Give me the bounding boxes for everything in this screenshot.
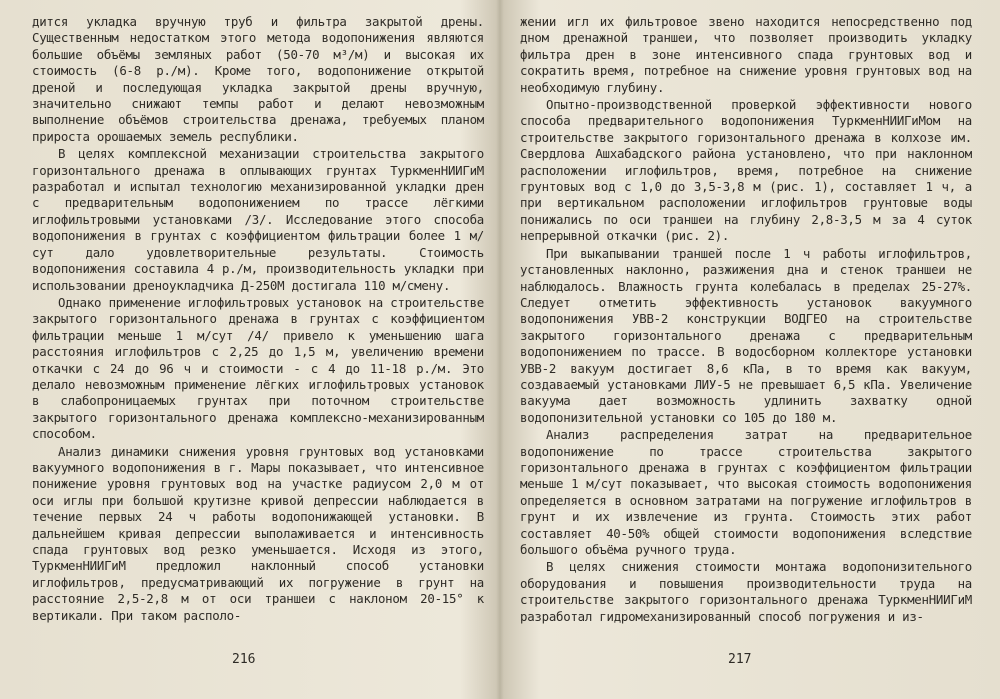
right-paragraph-3: При выкапывании траншей после 1 ч работы иглофильтров, установленных наклонно, разжижения дна и стенок траншеи не наблюдалось. Влажность грунта колебалась в пределах 25-27%. Следует отметить эффективность установок вакуумного водопонижения УВВ-2 конструкции ВОДГЕО на строительстве закрытого горизонтального дренажа с предварительным водопонижением по трассе. В водосборном коллекторе установки УВВ-2 вакуум достигает 8,6 кПа, в то время как вакуум, создаваемый установками ЛИУ-5 не превышает 6,5 кПа. Увеличение вакуума дает возможность удлинить захватку одной водопонизительной установки со 105 до 180 м.: [520, 245, 972, 425]
right-paragraph-2: Опытно-производственной проверкой эффективности нового способа предварительного водопонижения ТуркменНИИГиМом на строительстве закрытого горизонтального дренажа в колхозе им. Свердлова Ашхабадского района установлено, что при наклонном расположении иглофильтров, время, потребное на снижение грунтовых вод с 1,0 до 3,5-3,8 м (рис. 1), составляет 1 ч, а при вертикальном расположении иглофильтров грунтовые воды понижались по оси траншеи на глубину 2,8-3,5 м за 4 суток непрерывной откачки (рис. 2).: [520, 97, 972, 244]
left-paragraph-2: В целях комплексной механизации строительства закрытого горизонтального дренажа в оплывающих грунтах ТуркменНИИГиМ разработал и испытал технологию механизированной укладки дрен с предварительным водопонижением по трассе лёгкими иглофильтровыми установками /3/. Исследование этого способа водопонижения в грунтах с коэффициентом фильтрации более 1 м/сут дало удовлетворительные результаты. Стоимость водопонижения составила 4 р./м, производительность укладки при использовании дреноукладчика Д-250М достигала 110 м/смену.: [32, 146, 484, 293]
left-page: [32, 14, 484, 654]
left-paragraph-1: дится укладка вручную труб и фильтра закрытой дрены. Существенным недостатком этого метода водопонижения являются большие объёмы земляных работ (50-70 м³/м) и высокая их стоимость (6-8 р./м). Кроме того, водопонижение открытой дреной и последующая укладка закрытой дрены вручную, значительно снижают темпы работ и делают невозможным выполнение объёмов строительства дренажа, требуемых планом прироста орошаемых земель республики.: [32, 14, 484, 144]
left-page-number: 216: [232, 652, 256, 667]
right-paragraph-4: Анализ распределения затрат на предварительное водопонижение по трассе строительства закрытого горизонтального дренажа в грунтах с коэффициентом фильтрации меньше 1 м/сут показывает, что высокая стоимость водопонижения определяется в основном затратами на погружение иглофильтров в грунт и их извлечение из грунта. Стоимость этих работ составляет 40-50% общей стоимости водопонижения вследствие большого объёма ручного труда.: [520, 427, 972, 557]
left-paragraph-3: Однако применение иглофильтровых установок на строительстве закрытого горизонтального дренажа в грунтах с коэффициентом фильтрации меньше 1 м/сут /4/ привело к уменьшению шага расстояния иглофильтров с 2,25 до 1,5 м, увеличению времени откачки с 24 до 96 ч и стоимости - с 4 до 11-18 р./м. Это делало невозможным применение лёгких иглофильтровых установок в слабопроницаемых грунтах при поточном строительстве закрытого горизонтального дренажа комплексно-механизированным способом.: [32, 294, 484, 442]
right-page-number: 217: [728, 652, 752, 667]
right-paragraph-1: жении игл их фильтровое звено находится непосредственно под дном дренажной траншеи, что позволяет производить укладку фильтра дрен в зоне интенсивного спада грунтовых вод и сократить время, потребное на снижение уровня грунтовых вод на необходимую глубину.: [520, 14, 972, 95]
left-paragraph-4: Анализ динамики снижения уровня грунтовых вод установками вакуумного водопонижения в г. Мары показывает, что интенсивное понижение уровня грунтовых вод на участке радиусом 2,0 м от оси иглы при большой крутизне кривой депрессии наблюдается в течение первых 24 ч работы водопонижающей установки. В дальнейшем кривая депрессии выполаживается и интенсивность спада грунтовых вод резко уменьшается. Исходя из этого, ТуркменНИИГиМ предложил наклонный способ установки иглофильтров, предусматривающий их погружение в грунт на расстояние 2,5-2,8 м от оси траншеи с наклоном 20-15° к вертикали. При таком располо-: [32, 443, 484, 623]
right-paragraph-5: В целях снижения стоимости монтажа водопонизительного оборудования и повышения производительности труда на строительстве закрытого горизонтального дренажа ТуркменНИИГиМ разработал гидромеханизированный способ погружения и из-: [520, 559, 972, 624]
right-page: [520, 14, 972, 654]
